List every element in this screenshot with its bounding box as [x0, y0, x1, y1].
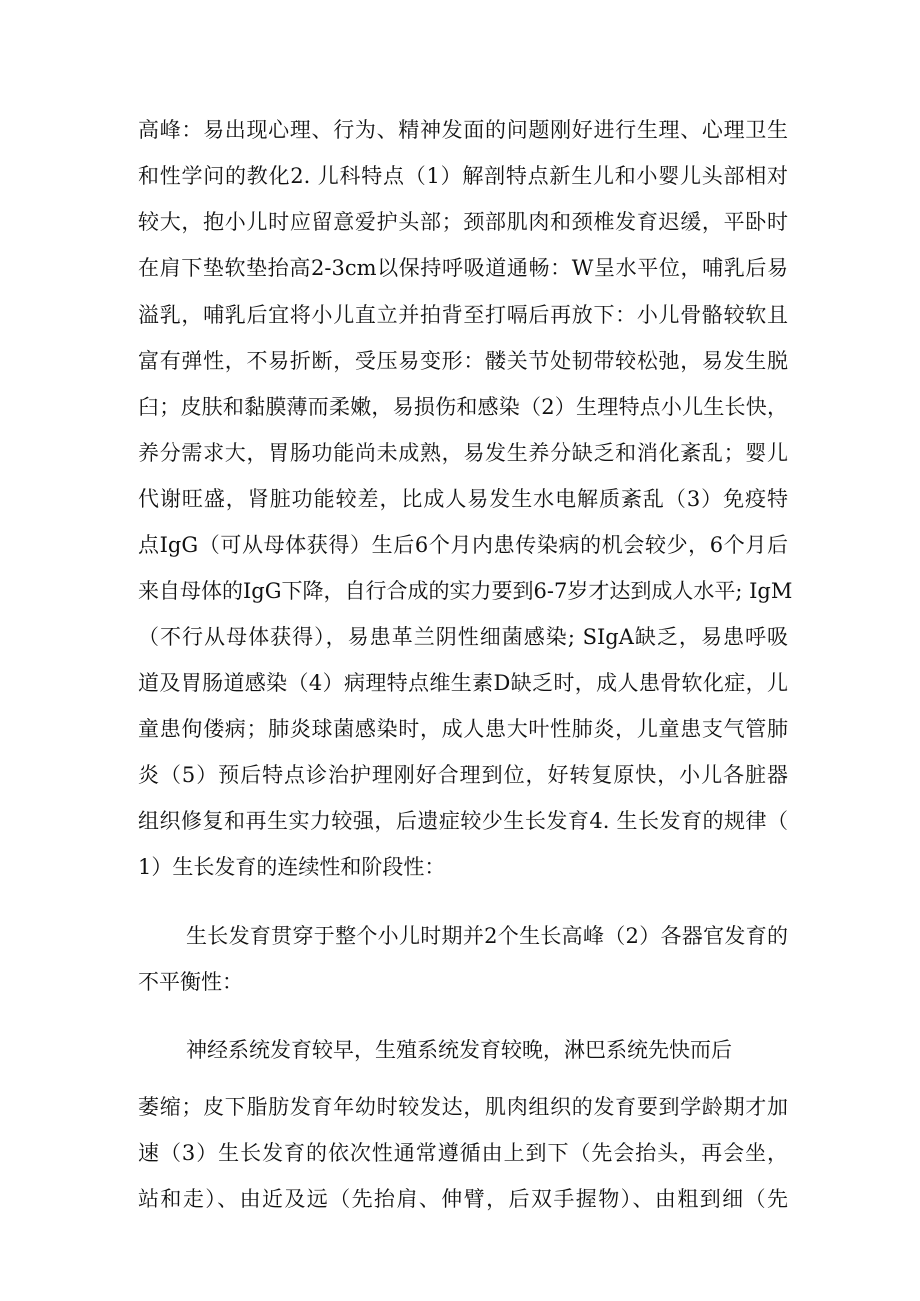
text-line: 代谢旺盛，肾脏功能较差，比成人易发生水电解质紊乱（3）免疫特: [138, 487, 788, 511]
text-line: 点IgG（可从母体获得）生后6个月内患传染病的机会较少，6个月后: [138, 533, 788, 557]
text-line: 臼；皮肤和黏膜薄而柔嫩，易损伤和感染（2）生理特点小儿生长快，: [138, 395, 788, 419]
text-line: 生长发育贯穿于整个小儿时期并2个生长高峰（2）各器官发育的: [186, 924, 788, 948]
text-line: （不行从母体获得），易患革兰阴性细菌感染; SIgA缺乏，易患呼吸: [138, 625, 788, 649]
text-line: 神经系统发育较早，生殖系统发育较晚，淋巴系统先快而后: [186, 1038, 732, 1062]
text-line: 和性学问的教化2. 儿科特点（1）解剖特点新生儿和小婴儿头部相对: [138, 164, 788, 188]
text-line: 富有弹性，不易折断，受压易变形：髅关节处韧带较松弛，易发生脱: [138, 349, 788, 373]
text-line: 在肩下垫软垫抬高2-3cm以保持呼吸道通畅：W呈水平位，哺乳后易: [138, 256, 788, 280]
text-line: 较大，抱小儿时应留意爱护头部；颈部肌肉和颈椎发育迟缓，平卧时: [138, 210, 788, 234]
text-line: 养分需求大，胃肠功能尚未成熟，易发生养分缺乏和消化紊乱；婴儿: [138, 441, 788, 465]
text-line: 道及胃肠道感染（4）病理特点维生素D缺乏时，成人患骨软化症，儿: [138, 671, 788, 695]
text-line: 炎（5）预后特点诊治护理刚好合理到位，好转复原快，小儿各脏器: [138, 763, 788, 787]
text-line: 高峰：易出现心理、行为、精神发面的问题刚好进行生理、心理卫生: [138, 118, 788, 142]
text-line: 来自母体的IgG下降，自行合成的实力要到6-7岁才达到成人水平; IgM: [138, 579, 793, 603]
text-line: 不平衡性：: [138, 970, 243, 994]
text-line: 童患佝偻病；肺炎球菌感染时，成人患大叶性肺炎，儿童患支气管肺: [138, 717, 788, 741]
text-line: 速（3）生长发育的依次性通常遵循由上到下（先会抬头，再会坐，: [138, 1141, 788, 1165]
text-line: 组织修复和再生实力较强，后遗症较少生长发育4. 生长发育的规律（: [138, 809, 788, 833]
text-line: 萎缩；皮下脂肪发育年幼时较发达，肌肉组织的发育要到学龄期才加: [138, 1095, 788, 1119]
text-line: 站和走）、由近及远（先抬肩、伸臂，后双手握物）、由粗到细（先: [138, 1187, 788, 1211]
text-line: 1）生长发育的连续性和阶段性：: [138, 855, 446, 879]
text-line: 溢乳，哺乳后宜将小儿直立并拍背至打嗝后再放下：小儿骨骼较软且: [138, 303, 788, 327]
